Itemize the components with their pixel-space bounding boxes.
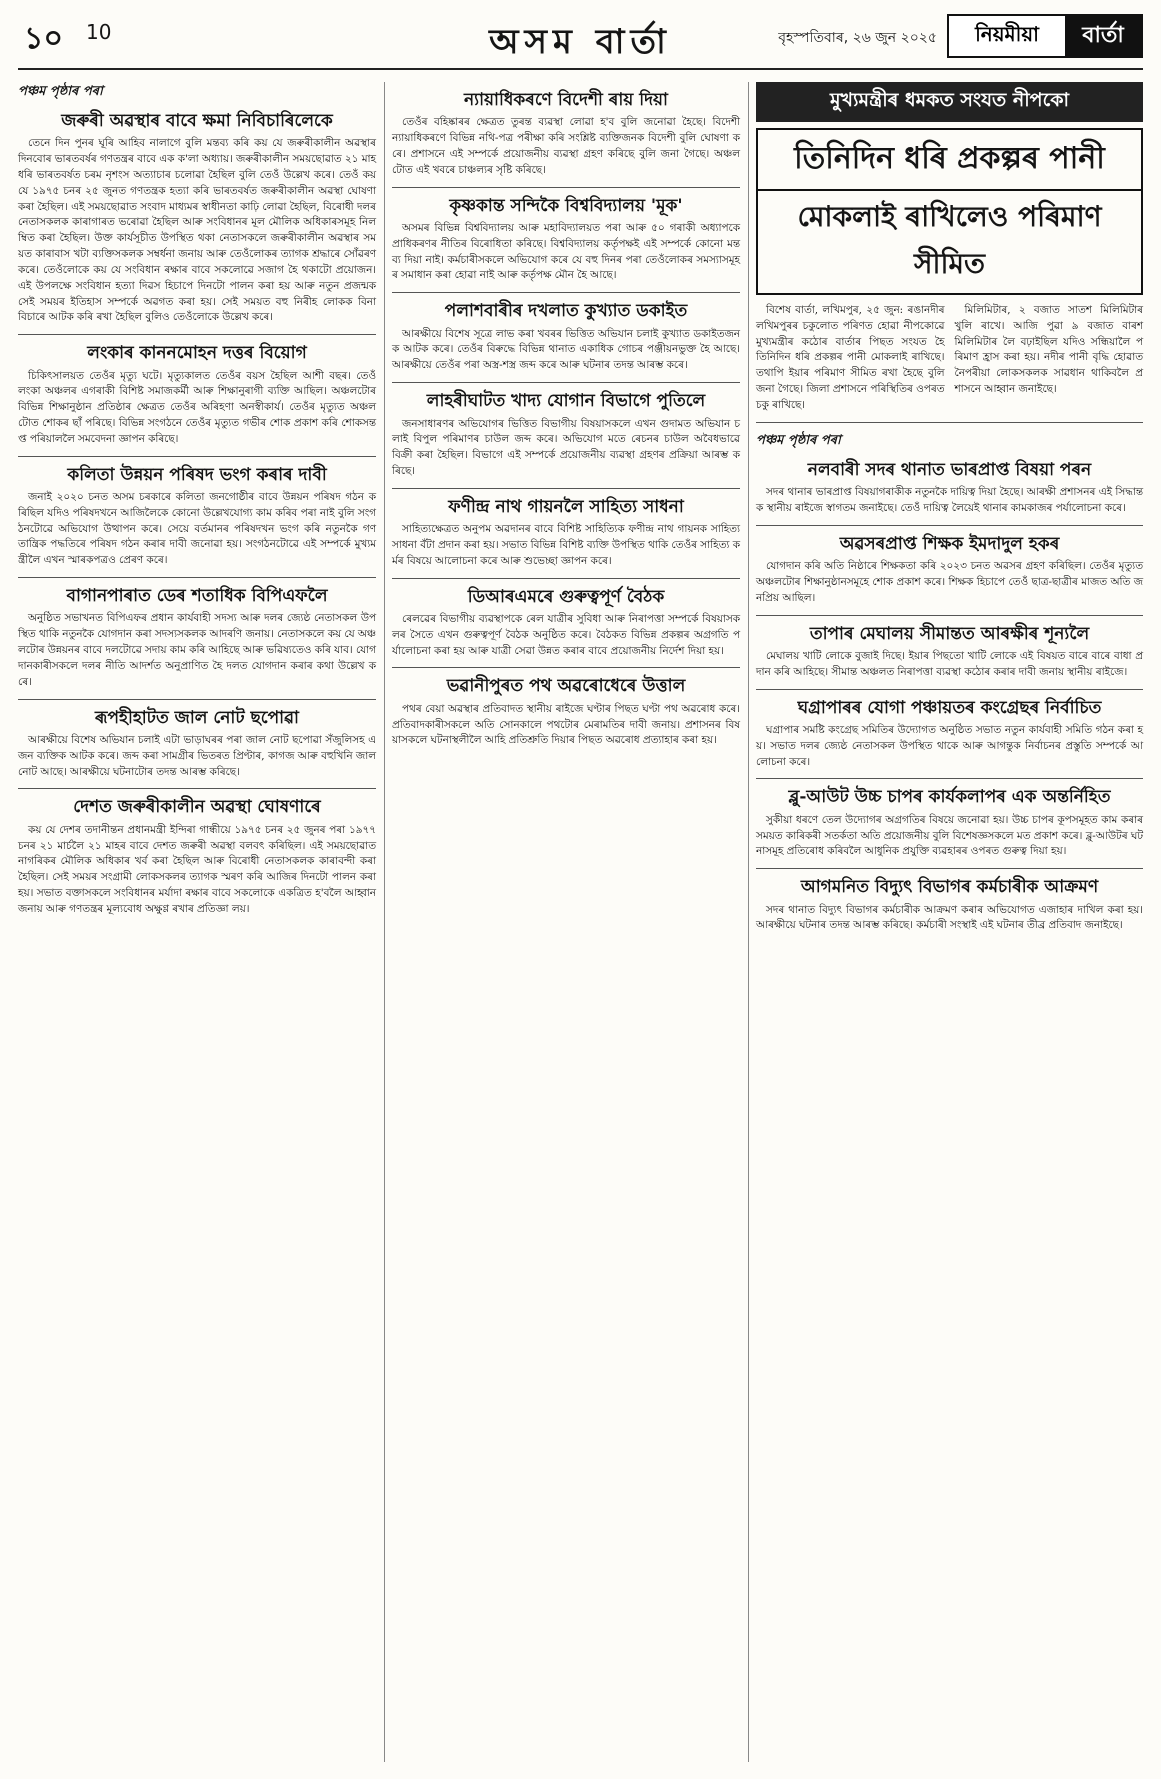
article-headline: নলবাৰী সদৰ থানাত ভাৰপ্ৰাপ্ত বিষয়া পৰন — [807, 459, 1092, 480]
article-headline: জৰুৰী অৱস্থাৰ বাবে ক্ষমা নিবিচাৰিলেকে — [61, 111, 333, 131]
divider — [756, 615, 1143, 616]
brand-logo-left: নিয়মীয়া — [949, 16, 1065, 56]
article — [18, 465, 376, 569]
continued-note: পঞ্চম পৃষ্ঠাৰ পৰা — [18, 84, 103, 99]
lead-headline-line-one: তিনিদিন ধৰি প্ৰকল্পৰ পানী — [758, 130, 1141, 191]
divider — [392, 578, 740, 579]
continued-note: পঞ্চম পৃষ্ঠাৰ পৰা — [756, 432, 841, 448]
article-headline: ন্যায়াধিকৰণে বিদেশী ৰায় দিয়া — [464, 90, 668, 110]
divider — [392, 292, 740, 293]
divider — [392, 187, 740, 188]
article — [392, 196, 740, 285]
divider — [756, 868, 1143, 869]
article-headline: ঘগ্ৰাপাৰৰ যোগা পঞ্চায়তৰ কংগ্ৰেছৰ নিৰ্বাচিত — [797, 697, 1102, 718]
article-body: চিকিৎসালয়ত তেওঁৰ মৃত্যু ঘটে। মৃত্যুকালত তেওঁৰ বয়স হৈছিল আশী বছৰ। তেওঁ লংকা অঞ্চলৰ এগৰাকী বিশিষ্ট সমাজকৰ্মী আৰু শিক্ষানুৰাগী ব্যক্তি আছিল। অঞ্চলটোৰ বিভিন্ন শিক্ষানুষ্ঠান প্ৰতিষ্ঠাৰ ক্ষেত্ৰত তেওঁৰ অৰিহণা অনস্বীকাৰ্য। তেওঁৰ মৃত্যুত অঞ্চলটোত শোকৰ ছাঁ পৰিছে। বিভিন্ন সংগঠনে তেওঁৰ মৃত্যুত গভীৰ শোক প্ৰকাশ কৰি শোকসন্তপ্ত পৰিয়াললৈ সমবেদনা জ্ঞাপন কৰিছে। — [18, 369, 376, 445]
divider — [392, 382, 740, 383]
column-two — [392, 82, 740, 749]
article-headline: কৃষ্ণকান্ত সন্দিকৈ বিশ্ববিদ্যালয় 'মূক' — [449, 195, 683, 216]
article-body: কয় যে দেশৰ তদানীন্তন প্ৰধানমন্ত্ৰী ইন্দিৰা গান্ধীয়ে ১৯৭৫ চনৰ ২৫ জুনৰ পৰা ১৯৭৭ চনৰ ২১ মাৰ্চলৈ ২১ মাহৰ বাবে দেশত জৰুৰী অৱস্থা বলবৎ কৰিছিল। এই সময়ছোৱাত নাগৰিকৰ মৌলিক অধিকাৰ খৰ্ব কৰা হৈছিল আৰু বিৰোধী নেতাসকলক কাৰাবন্দী কৰা হৈছিল। সেই সময়ৰ সংগ্ৰামী লোকসকলৰ ত্যাগক স্মৰণ কৰি আজিৰ দিনটো পালন কৰা হয়। সভাত বক্তাসকলে সংবিধানৰ মৰ্যাদা ৰক্ষাৰ বাবে সকলোকে একত্ৰিত হ'বলৈ আহ্বান জনায় আৰু গণতন্ত্ৰৰ মূল্যবোধ অক্ষুণ্ণ ৰখাৰ প্ৰতিজ্ঞা লয়। — [18, 823, 376, 915]
divider — [756, 525, 1143, 526]
column-one — [18, 82, 376, 918]
divider — [18, 788, 376, 789]
article — [756, 534, 1143, 607]
lead-kicker: মুখ্যমন্ত্ৰীৰ ধমকত সংযত নীপকো — [756, 82, 1143, 122]
brand-logo — [947, 14, 1143, 58]
article-headline: দেশত জৰুৰীকালীন অৱস্থা ঘোষণাৰে — [73, 797, 321, 818]
article — [392, 301, 740, 374]
lead-body-left: বিশেষ বাৰ্তা, লখিমপুৰ, ২৫ জুন: ৰঙানদীৰ লখিমপুৰৰ চকুলোত পৰিণত হোৱা নীপকোৱে মুখ্যমন্ত্ৰীৰ কঠোৰ বাৰ্তাৰ পিছত সংযত হৈ তিনিদিন ধৰি প্ৰকল্পৰ পানী মোকলাই ৰাখিছে। তথাপি ইয়াৰ পৰিমাণ সীমিত ৰখা হৈছে বুলি জনা গৈছে। জিলা প্ৰশাসনে পৰিস্থিতিৰ ওপৰত চকু ৰাখিছে। — [756, 304, 945, 411]
article — [18, 343, 376, 447]
article — [392, 676, 740, 749]
lead-headline-line-two: মোকলাই ৰাখিলেও পৰিমাণ সীমিত — [797, 200, 1102, 280]
issue-date: বৃহস্পতিবাৰ, ২৬ জুন ২০২৫ — [778, 30, 937, 46]
divider — [392, 667, 740, 668]
article — [392, 587, 740, 660]
article-body: জনসাধাৰণৰ অভিযোগৰ ভিত্তিত বিভাগীয় বিষয়াসকলে এখন গুদামত অভিযান চলাই বিপুল পৰিমাণৰ চাউল জব্দ কৰে। অভিযোগ মতে ৰেচনৰ চাউল অবৈধভাৱে বিক্ৰী কৰা হৈছিল। বিভাগে এই সম্পৰ্কে প্ৰয়োজনীয় ব্যৱস্থা গ্ৰহণৰ প্ৰক্ৰিয়া আৰম্ভ কৰিছে। — [392, 417, 740, 477]
column-divider — [748, 82, 749, 1762]
brand-logo-right: বাৰ্তা — [1065, 16, 1141, 56]
article-body: তেওঁৰ বহিষ্কাৰৰ ক্ষেত্ৰত তুৰন্ত ব্যৱস্থা লোৱা হ'ব বুলি জনোৱা হৈছে। বিদেশী ন্যায়াধিকৰণে বিভিন্ন নথি-পত্ৰ পৰীক্ষা কৰি সংশ্লিষ্ট ব্যক্তিজনক বিদেশী বুলি ঘোষণা কৰে। প্ৰশাসনে এই সম্পৰ্কে প্ৰয়োজনীয় ব্যৱস্থা গ্ৰহণ কৰিছে বুলি জনা গৈছে। অঞ্চলটোত এই খবৰে চাঞ্চল্যৰ সৃষ্টি কৰিছে। — [392, 116, 740, 176]
article — [756, 787, 1143, 860]
page-number: 10 — [86, 20, 112, 44]
article-headline: লংকাৰ কাননমোহন দত্তৰ বিয়োগ — [87, 343, 307, 364]
divider — [756, 422, 1143, 423]
article-body: আৰক্ষীয়ে বিশেষ সূত্ৰে লাভ কৰা খবৰৰ ভিত্তিত অভিযান চলাই কুখ্যাত ডকাইতজনক আটক কৰে। তেওঁৰ বিৰুদ্ধে বিভিন্ন থানাত একাধিক গোচৰ পঞ্জীয়নভুক্ত হৈ আছে। আৰক্ষীয়ে তেওঁৰ পৰা অস্ত্ৰ-শস্ত্ৰ জব্দ কৰে আৰু ঘটনাৰ তদন্ত আৰম্ভ কৰে। — [392, 327, 740, 372]
article-headline: ডিআৰএমৰে গুৰুত্বপূৰ্ণ বৈঠক — [467, 586, 665, 607]
article — [18, 797, 376, 917]
article-headline: পলাশবাৰীৰ দখলাত কুখ্যাত ডকাইত — [444, 301, 688, 322]
article — [392, 90, 740, 179]
section-title: অসম বাৰ্তা — [489, 22, 672, 62]
page-number-assamese: ১০ — [24, 21, 63, 56]
divider — [756, 689, 1143, 690]
article — [392, 497, 740, 570]
lead-body-right: মিলিমিটাৰ, ২ বজাত সাতশ মিলিমিটাৰ খুলি ৰাখে। আজি পুৱা ৯ বজাত বাৰশ মিলিমিটাৰ লৈ বঢ়াইছিল যদিও সন্ধিয়ালৈ পৰিমাণ হ্ৰাস কৰা হয়। নদীৰ পানী বৃদ্ধি হোৱাত নৈপৰীয়া লোকসকলক সাৱধান থাকিবলৈ প্ৰশাসনে আহ্বান জনাইছে। — [954, 304, 1143, 396]
column-divider — [384, 82, 385, 1762]
divider — [756, 778, 1143, 779]
article — [756, 460, 1143, 517]
article-headline: ব্লু-আউট উচ্চ চাপৰ কাৰ্যকলাপৰ এক অন্তৰ্নিহিত — [788, 787, 1111, 808]
article-body: জনাই ২০২০ চনত অসম চৰকাৰে কলিতা জনগোষ্ঠীৰ বাবে উন্নয়ন পৰিষদ গঠন কৰিছিল যদিও পৰিষদখনে আজিলৈকে কোনো উল্লেখযোগ্য কাম কৰিব পৰা নাই বুলি সংগঠনটোৱে অভিযোগ উত্থাপন কৰে। সেয়ে বৰ্তমানৰ পৰিষদখন ভংগ কৰি নতুনকৈ গণতান্ত্ৰিক পদ্ধতিৰে পৰিষদ গঠন কৰাৰ দাবী জনোৱা হয়। সংগঠনটোৱে এই সম্পৰ্কে মুখ্যমন্ত্ৰীলৈ এখন স্মাৰকপত্ৰও প্ৰেৰণ কৰে। — [18, 490, 376, 567]
article-headline: ফণীন্দ্ৰ নাথ গায়নলৈ সাহিত্য সাধনা — [448, 496, 684, 517]
article-body: অনুষ্ঠিত সভাখনত বিপিএফৰ প্ৰধান কাৰ্যবাহী সদস্য আৰু দলৰ জ্যেষ্ঠ নেতাসকল উপস্থিত থাকি নতুনকৈ যোগদান কৰা সদস্যসকলক আদৰণি জনায়। নেতাসকলে কয় যে অঞ্চলটোৰ উন্নয়নৰ বাবে দলটোৱে সদায় কাম কৰি আহিছে আৰু ভৱিষ্যতেও কৰি যাব। যোগদানকাৰীসকলে দলৰ নীতি আদৰ্শত অনুপ্ৰাণিত হৈ দলত যোগদান কৰাৰ কথা উল্লেখ কৰে। — [18, 612, 376, 688]
article-body: সাহিত্যক্ষেত্ৰত অনুপম অৱদানৰ বাবে বিশিষ্ট সাহিত্যিক ফণীন্দ্ৰ নাথ গায়নক সাহিত্য সাধনা বঁটা প্ৰদান কৰা হয়। সভাত বিভিন্ন বিশিষ্ট ব্যক্তি উপস্থিত থাকি তেওঁৰ সাহিত্য কৰ্মৰ বিষয়ে আলোচনা কৰে আৰু শুভেচ্ছা জ্ঞাপন কৰে। — [392, 523, 740, 567]
article-body: আৰক্ষীয়ে বিশেষ অভিযান চলাই এটা ভাড়াঘৰৰ পৰা জাল নোট ছপোৱা সঁজুলিসহ এজন ব্যক্তিক আটক কৰে। জব্দ কৰা সামগ্ৰীৰ ভিতৰত প্ৰিণ্টাৰ, কাগজ আৰু বহুখিনি জাল নোট আছে। আৰক্ষীয়ে ঘটনাটোৰ তদন্ত আৰম্ভ কৰিছে। — [18, 733, 376, 778]
lead-body — [756, 303, 1143, 414]
article-body: তেনে দিন পুনৰ ঘূৰি আহিব নালাগে বুলি মন্তব্য কৰি কয় যে জৰুৰীকালীন অৱস্থাৰ দিনবোৰ ভাৰতবৰ্ষৰ গণতন্ত্ৰৰ বাবে এক ক'লা অধ্যায়। জৰুৰীকালীন সময়ছোৱাত ২১ মাহ ধৰি ভাৰতবৰ্ষত চৰম নৃশংস অত্যাচাৰ চলোৱা হৈছিল বুলি তেওঁ উল্লেখ কৰে। তেওঁ কয় যে ১৯৭৫ চনৰ ২৫ জুনত গণতন্ত্ৰক হত্যা কৰি ভাৰতবৰ্ষত জৰুৰীকালীন অৱস্থা ঘোষণা কৰা হৈছিল। এই সময়ছোৱাত সংবাদ মাধ্যমৰ স্বাধীনতা কাঢ়ি লোৱা হৈছিল, বিৰোধী দলৰ নেতাসকলক কাৰাগাৰত ভৰোৱা হৈছিল আৰু সংবিধানৰ মূল মৌলিক অধিকাৰসমূহ নিলম্বিত কৰা হৈছিল। উক্ত কাৰ্যসূচীত উপস্থিত থকা নেতাসকলে জৰুৰীকালীন অৱস্থাৰ সময়ত কাৰাবাস খটা ব্যক্তিসকলক সম্বৰ্ধনা জনায় আৰু তেওঁলোকৰ ত্যাগক শ্ৰদ্ধাৰে সোঁৱৰণ কৰে। তেওঁলোকে কয় যে সংবিধান ৰক্ষাৰ বাবে সকলোৱে সজাগ হৈ থকাটো প্ৰয়োজন। এই উপলক্ষে সংবিধান হত্যা দিৱস হিচাপে দিনটো পালন কৰা হয় আৰু নতুন প্ৰজন্মক সেই সময়ৰ ইতিহাস সম্পৰ্কে অৱগত কৰা হয়। সেই সময়ত বহু নিৰীহ লোকক বিনা বিচাৰে আটক কৰি ৰখা হৈছিল বুলিও তেওঁলোকে উল্লেখ কৰে। — [18, 137, 376, 324]
divider — [392, 488, 740, 489]
divider — [18, 699, 376, 700]
article — [18, 586, 376, 690]
article-body: পথৰ বেয়া অৱস্থাৰ প্ৰতিবাদত স্থানীয় ৰাইজে ঘণ্টাৰ পিছত ঘণ্টা পথ অৱৰোধ কৰে। প্ৰতিবাদকাৰীসকলে অতি সোনকালে পথটোৰ মেৰামতিৰ দাবী জনায়। প্ৰশাসনৰ বিষয়াসকলে ঘটনাস্থলীলৈ আহি প্ৰতিশ্ৰুতি দিয়াৰ পিছত অৱৰোধ প্ৰত্যাহাৰ কৰা হয়। — [392, 702, 740, 747]
article-body: মেঘালয় খাটি লোকে বুজাই দিছে। ইয়াৰ পিছতো খাটি লোকে এই বিষয়ত বাৰে বাৰে বাধা প্ৰদান কৰি আহিছে। সীমান্ত অঞ্চলত নিৰাপত্তা ব্যৱস্থা কঠোৰ কৰাৰ দাবী জনায় স্থানীয় ৰাইজে। — [756, 649, 1143, 678]
article — [18, 708, 376, 781]
article-body: ঘগ্ৰাপাৰ সমষ্টি কংগ্ৰেছ সমিতিৰ উদ্যোগত অনুষ্ঠিত সভাত নতুন কাৰ্যবাহী সমিতি গঠন কৰা হয়। সভাত দলৰ জ্যেষ্ঠ নেতাসকল উপস্থিত থাকে আৰু আগন্তুক নিৰ্বাচনৰ প্ৰস্তুতি সম্পৰ্কে আলোচনা কৰে। — [756, 723, 1143, 768]
article-headline: লাহৰীঘাটত খাদ্য যোগান বিভাগে পুতিলে — [426, 391, 706, 412]
divider — [18, 577, 376, 578]
article-body: সদৰ থানাৰ ভাৰপ্ৰাপ্ত বিষয়াগৰাকীক নতুনকৈ দায়িত্ব দিয়া হৈছে। আৰক্ষী প্ৰশাসনৰ এই সিদ্ধান্তক স্থানীয় ৰাইজে স্বাগতম জনাইছে। তেওঁ দায়িত্ব লৈয়েই থানাৰ কামকাজৰ পৰ্যালোচনা কৰে। — [756, 486, 1143, 514]
article-body: যোগদান কৰি অতি নিষ্ঠাৰে শিক্ষকতা কৰি ২০২৩ চনত অৱসৰ গ্ৰহণ কৰিছিল। তেওঁৰ মৃত্যুত অঞ্চলটোৰ শিক্ষানুষ্ঠানসমূহে শোক প্ৰকাশ কৰে। শিক্ষক হিচাপে তেওঁ ছাত্ৰ-ছাত্ৰীৰ মাজত অতি জনপ্ৰিয় আছিল। — [756, 560, 1143, 604]
divider — [18, 456, 376, 457]
article-headline: বাগানপাৰাত ডেৰ শতাধিক বিপিএফলৈ — [66, 586, 328, 607]
article-headline: আগমনিত বিদ্যুৎ বিভাগৰ কৰ্মচাৰীক আক্ৰমণ — [800, 877, 1099, 898]
article — [756, 877, 1143, 934]
article-headline: কলিতা উন্নয়ন পৰিষদ ভংগ কৰাৰ দাবী — [67, 464, 327, 485]
article-body: ৰেলৱেৰ বিভাগীয় ব্যৱস্থাপকে ৰেল যাত্ৰীৰ সুবিধা আৰু নিৰাপত্তা সম্পৰ্কে বিষয়াসকলৰ সৈতে এখন গুৰুত্বপূৰ্ণ বৈঠক অনুষ্ঠিত কৰে। বৈঠকত বিভিন্ন প্ৰকল্পৰ অগ্ৰগতি পৰ্যালোচনা কৰা হয় আৰু যাত্ৰী সেৱা উন্নত কৰাৰ বাবে প্ৰয়োজনীয় নিৰ্দেশ দিয়া হয়। — [392, 612, 740, 657]
article-body: অসমৰ বিভিন্ন বিশ্ববিদ্যালয় আৰু মহাবিদ্যালয়ত পৰা আৰু ৫০ গৰাকী অধ্যাপকে প্ৰাধিকৰণৰ নীতিৰ বিৰোধিতা কৰিছে। বিশ্ববিদ্যালয় কৰ্তৃপক্ষই এই সম্পৰ্কে কোনো মন্তব্য দিয়া নাই। কৰ্মচাৰীসকলে অভিযোগ কৰে যে বহু দিনৰ পৰা তেওঁলোকৰ সমস্যাসমূহৰ সমাধান কৰা হোৱা নাই আৰু কৰ্তৃপক্ষ মৌন হৈ আছে। — [392, 222, 740, 282]
article-body: সদৰ থানাত বিদ্যুৎ বিভাগৰ কৰ্মচাৰীক আক্ৰমণ কৰাৰ অভিযোগত এজাহাৰ দাখিল কৰা হয়। আৰক্ষীয়ে ঘটনাৰ তদন্ত আৰম্ভ কৰিছে। কৰ্মচাৰী সংস্থাই এই ঘটনাৰ তীব্ৰ প্ৰতিবাদ জনাইছে। — [756, 903, 1143, 932]
article-headline: তাপাৰ মেঘালয় সীমান্তত আৰক্ষীৰ শূন্যলৈ — [809, 623, 1090, 644]
article — [756, 624, 1143, 681]
article-headline: ৰূপহীহাটত জাল নোট ছপোৱা — [95, 707, 299, 728]
article-headline: ভৱানীপুৰত পথ অৱৰোধেৰে উত্তাল — [446, 676, 686, 697]
article-headline: অৱসৰপ্ৰাপ্ত শিক্ষক ইমদাদুল হকৰ — [839, 533, 1060, 554]
column-three — [756, 82, 1143, 934]
lead-headline — [756, 128, 1143, 295]
article — [18, 111, 376, 326]
article — [756, 698, 1143, 771]
article-body: সুকীয়া ধৰণে তেল উদ্যোগৰ অগ্ৰগতিৰ বিষয়ে জনোৱা হয়। উচ্চ চাপৰ কূপসমূহত কাম কৰাৰ সময়ত কাৰিকৰী সতৰ্কতা অতি প্ৰয়োজনীয় বুলি বিশেষজ্ঞসকলে মত প্ৰকাশ কৰে। ব্লু-আউটৰ ঘটনাসমূহ প্ৰতিৰোধ কৰিবলৈ আধুনিক প্ৰযুক্তি ব্যৱহাৰৰ ওপৰত গুৰুত্ব দিয়া হয়। — [756, 813, 1143, 858]
divider — [18, 334, 376, 335]
article — [392, 391, 740, 480]
masthead — [18, 10, 1143, 70]
